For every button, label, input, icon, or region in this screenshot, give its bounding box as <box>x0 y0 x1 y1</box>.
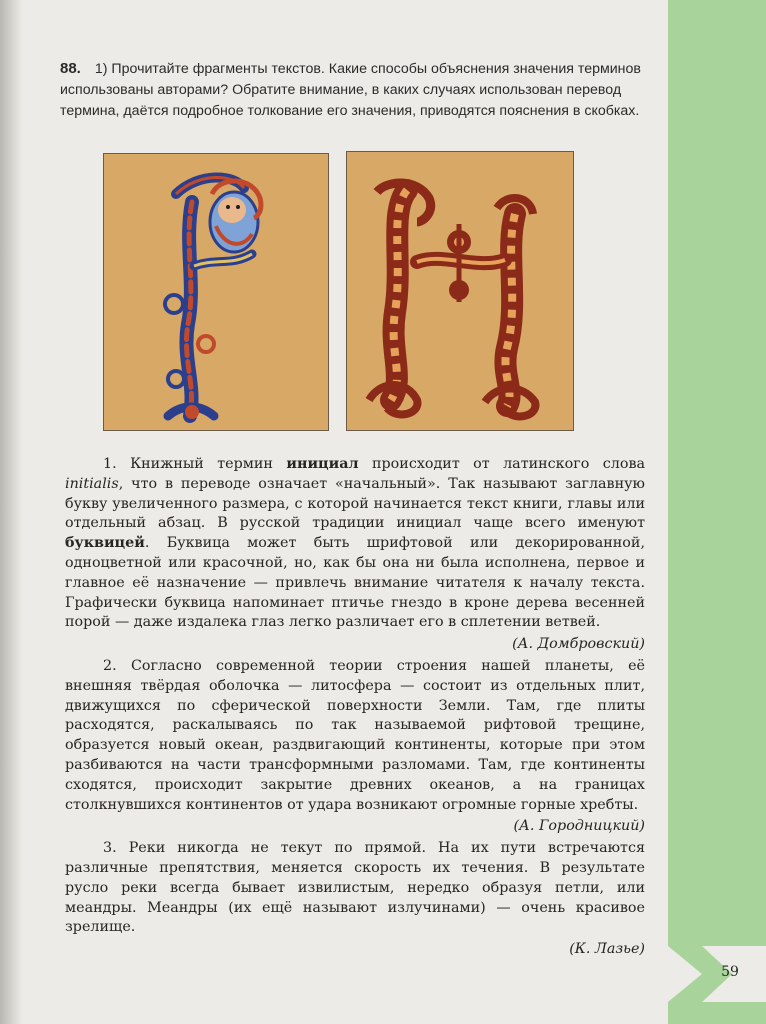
fragment-2-author: (А. Городницкий) <box>513 818 645 835</box>
page-edge-shadow <box>0 0 22 1024</box>
page-number: 59 <box>721 964 739 980</box>
initial-letter-n-icon <box>347 152 573 430</box>
term-bukvitsa: буквицей <box>65 535 145 552</box>
fragment-3-author: (К. Лазье) <box>569 941 645 958</box>
initial-letter-f-icon <box>104 154 328 430</box>
latin-word: initialis <box>65 475 119 492</box>
reading-fragments <box>65 455 645 962</box>
illustration-initial-f <box>103 153 329 431</box>
fragment-2: 2. Согласно современной теории строения нашей планеты, её внешняя твёрдая оболочка — литосфера — состоит из отдельных плит, движущихся по сферической поверхности Земли. Там, где плиты расходятся, раскалываясь по так называемой рифтовой трещине, образуется новый океан, раздвигающий континенты, которые при этом разбиваются на части трансформными разломами. Там, где континенты сходятся, происходит закрытие древних океанов, а на границах столкнувшихся континентов от удара возникают огромные горные хребты. <box>65 657 645 813</box>
side-color-band <box>668 0 766 1024</box>
exercise-instruction: 1) Прочитайте фрагменты текстов. Какие способы объяснения значения терминов использованы авторами? Обратите внимание, в каких случаях использован перевод термина, даётся подробное толкование его значения, приводятся пояснения в скобках. <box>60 61 641 119</box>
exercise-number: 88. <box>60 60 81 77</box>
fragment-1: 1. Книжный термин инициал происходит от латинского слова initialis, что в переводе означает «начальный». Так называют заглавную букву увеличенного размера, с которой начинается текст книги, главы или отдельный абзац. В русской традиции инициал чаще всего именуют буквицей. Буквица может быть шрифтовой или декорированной, одноцветной или красочной, но, как бы она ни была исполнена, первое и главное её назначение — привлечь внимание читателя к началу текста. Графически буквица напоминает птичье гнездо в кроне дерева весенней порой — даже издалека глаз легко различает его в сплетении ветвей. <box>65 456 646 631</box>
page-number-marker <box>668 946 766 1002</box>
illustration-initial-n <box>346 151 574 431</box>
term-initial: инициал <box>286 456 359 472</box>
exercise-task <box>60 58 650 122</box>
fragment-3: 3. Реки никогда не текут по прямой. На их пути встречаются различные препятствия, меняется скорость их течения. В результате русло реки всегда бывает извилистым, нередко образуя петли, или меандры. Меандры (их ещё называют излучинами) — очень красивое зрелище. <box>65 840 645 936</box>
fragment-1-author: (А. Домбровский) <box>512 636 645 653</box>
